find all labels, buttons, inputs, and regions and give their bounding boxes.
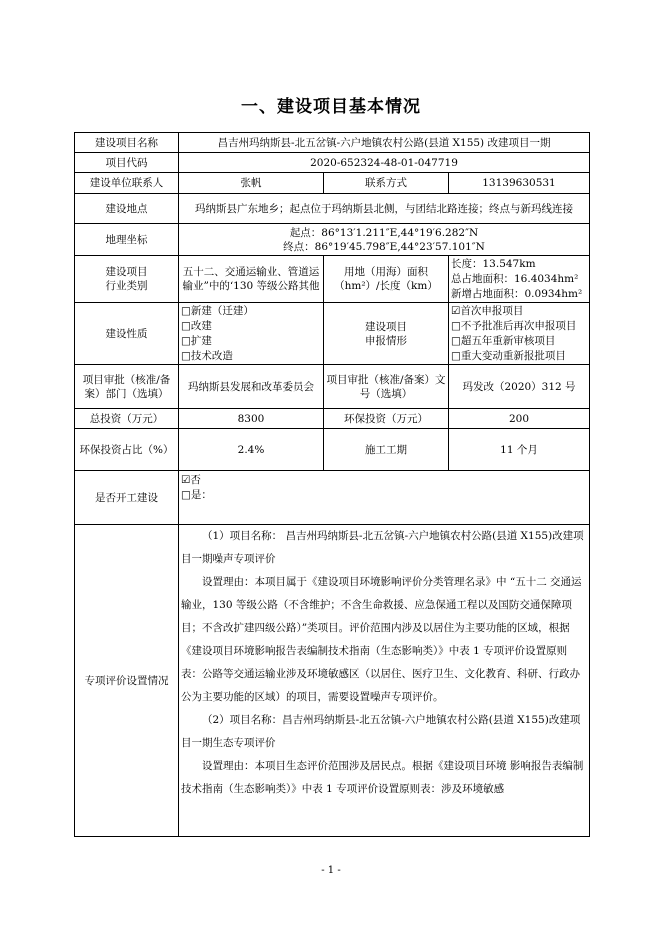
special-paragraph-3: （2）项目名称：昌吉州玛纳斯县-北五岔镇-六户地镇农村公路(县道 X155)改建项目一期生态专项评价 xyxy=(181,714,581,749)
label-started: 是否开工建设 xyxy=(75,471,179,525)
value-contact: 张帆 xyxy=(179,173,324,194)
checkbox-tech-upgrade[interactable]: □技术改造 xyxy=(181,349,233,362)
label-location: 建设地点 xyxy=(75,194,179,224)
value-project-code: 2020-652324-48-01-047719 xyxy=(179,153,590,173)
value-approval: 玛纳斯县发展和改革委员会 xyxy=(179,365,324,409)
area-length: 长度：13.547km xyxy=(451,257,536,270)
special-content xyxy=(179,525,590,837)
label-report-line2: 申报情形 xyxy=(365,334,407,347)
coordinate-start: 起点：86°13′1.211″E,44°19′6.282″N xyxy=(289,226,479,239)
value-coordinates xyxy=(179,224,590,256)
checkbox-new-build[interactable]: □新建（迁建） xyxy=(181,304,254,317)
page-number: - 1 - xyxy=(321,865,341,876)
page-title: 一、建设项目基本情况 xyxy=(241,97,421,117)
value-project-name: 昌吉州玛纳斯县-北五岔镇-六户地镇农村公路(县道 X155) 改建项目一期 xyxy=(179,133,590,153)
special-paragraph-2: 设置理由：本项目属于《建设项目环境影响评价分类管理名录》中 “五十二 交通运输业，130 等级公路（不含维护；不含生命救援、应急保通工程以及国防交通保障项目；不含改扩建四级公路）”类项目。评价范围内涉及以居住为主要功能的区域，根据《建设项目环境影响报告表编制技术指南（生态影响类）》中表 1 专项评价设置原则表：公路等交通运输业涉及环境敏感区（以居住、医疗卫生、文化教育、科研、行政办公为主要功能的区域）的项目，需要设置噪声专项评价。 xyxy=(181,576,582,703)
started-options xyxy=(179,471,590,525)
label-special: 专项评价设置情况 xyxy=(75,525,179,837)
area-new: 新增占地面积：0.0934hm² xyxy=(451,287,583,300)
row-nature xyxy=(75,303,590,365)
checkbox-not-started[interactable]: ☑否 xyxy=(181,474,201,486)
label-contact-method: 联系方式 xyxy=(324,173,449,194)
special-paragraph-4: 设置理由：本项目生态评价范围涉及居民点。根据《建设项目环境 影响报告表编制技术指南（生态影响类）》中表 1 专项评价设置原则表：涉及环境敏感 xyxy=(181,760,584,795)
report-options xyxy=(449,303,590,365)
label-industry-line2: 行业类别 xyxy=(105,280,148,292)
label-approval-doc: 项目审批（核准/备案）文号（选填） xyxy=(324,365,449,409)
label-report-type xyxy=(324,303,449,365)
label-report-line1: 建设项目 xyxy=(365,320,407,333)
row-contact xyxy=(75,173,590,194)
label-industry-line1: 建设项目 xyxy=(105,266,148,278)
row-location xyxy=(75,194,590,224)
label-area: 用地（用海）面积（hm²）/长度（km） xyxy=(324,256,449,303)
nature-options xyxy=(179,303,324,365)
value-area xyxy=(449,256,590,303)
special-paragraph-1: （1）项目名称： 昌吉州玛纳斯县-北五岔镇-六户地镇农村公路(县道 X155)改建项目一期噪声专项评价 xyxy=(181,530,584,565)
label-approval: 项目审批（核准/备案）部门（选填） xyxy=(75,365,179,409)
value-period: 11 个月 xyxy=(449,429,590,471)
checkbox-resubmit[interactable]: □不予批准后再次申报项目 xyxy=(451,319,577,332)
label-period: 施工工期 xyxy=(324,429,449,471)
label-contact: 建设单位联系人 xyxy=(75,173,179,194)
label-industry xyxy=(75,256,179,303)
checkbox-first-report[interactable]: ☑首次申报项目 xyxy=(451,304,524,317)
value-investment: 8300 xyxy=(179,409,324,429)
row-started xyxy=(75,471,590,525)
label-project-name: 建设项目名称 xyxy=(75,133,179,153)
row-project-name xyxy=(75,133,590,153)
value-ratio: 2.4% xyxy=(179,429,324,471)
checkbox-started[interactable]: □是： xyxy=(181,489,212,501)
checkbox-major-change[interactable]: □重大变动重新报批项目 xyxy=(451,349,566,362)
label-project-code: 项目代码 xyxy=(75,153,179,173)
label-env-investment: 环保投资（万元） xyxy=(324,409,449,429)
value-env-investment: 200 xyxy=(449,409,590,429)
label-investment: 总投资（万元） xyxy=(75,409,179,429)
row-project-code xyxy=(75,153,590,173)
value-contact-method: 13139630531 xyxy=(449,173,590,194)
row-coordinates xyxy=(75,224,590,256)
area-total: 总占地面积：16.4034hm² xyxy=(451,272,579,285)
row-approval xyxy=(75,365,590,409)
value-approval-doc: 玛发改（2020）312 号 xyxy=(449,365,590,409)
checkbox-five-year-review[interactable]: □超五年重新审核项目 xyxy=(451,334,556,347)
project-info-table xyxy=(74,132,590,837)
value-industry: 五十二、交通运输业、管道运输业”中的‘130 等级公路其他 xyxy=(179,256,324,303)
row-investment xyxy=(75,409,590,429)
row-special xyxy=(75,525,590,837)
checkbox-rebuild[interactable]: □改建 xyxy=(181,319,212,332)
label-ratio: 环保投资占比（%） xyxy=(75,429,179,471)
label-nature: 建设性质 xyxy=(75,303,179,365)
coordinate-end: 终点：86°19′45.798″E,44°23′57.101″N xyxy=(283,240,485,253)
checkbox-expand[interactable]: □扩建 xyxy=(181,334,212,347)
row-industry xyxy=(75,256,590,303)
label-coordinates: 地理坐标 xyxy=(75,224,179,256)
value-location: 玛纳斯县广东地乡；起点位于玛纳斯县北侧，与团结北路连接；终点与新玛线连接 xyxy=(179,194,590,224)
row-ratio xyxy=(75,429,590,471)
